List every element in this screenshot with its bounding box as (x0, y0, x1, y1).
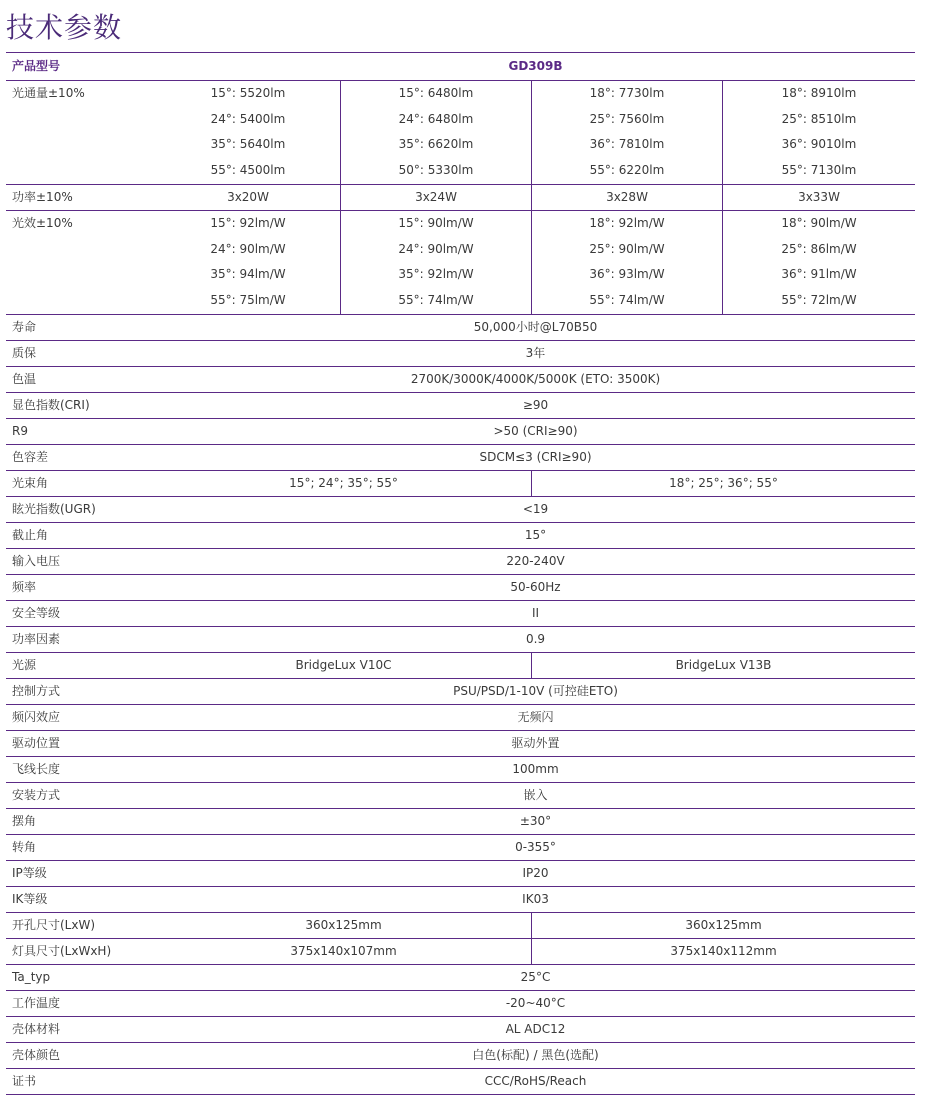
row-label: 安全等级 (12, 606, 61, 620)
row-label: 色容差 (12, 450, 49, 464)
row-value: 2700K/3000K/4000K/5000K (ETO: 3500K) (410, 372, 661, 386)
row-value: -20~40°C (505, 996, 566, 1010)
row-label: 控制方式 (12, 684, 61, 698)
spec-row (6, 341, 915, 367)
efficacy-col-3 (532, 211, 723, 314)
flux-value: 55°: 6220lm (589, 163, 665, 178)
row-value: 100mm (512, 762, 559, 776)
efficacy-value: 25°: 90lm/W (589, 241, 665, 256)
efficacy-value: 55°: 75lm/W (210, 293, 286, 308)
spec-row (6, 887, 915, 913)
flux-value: 25°: 8510lm (781, 111, 857, 126)
row-value: 50,000小时@L70B50 (473, 320, 598, 334)
row-value: 15°; 24°; 35°; 55° (156, 471, 532, 496)
row-label: 频率 (12, 580, 37, 594)
model-name: GD309B (508, 59, 563, 73)
row-label: 输入电压 (12, 554, 61, 568)
flux-value: 24°: 5400lm (210, 111, 286, 126)
spec-row (6, 861, 915, 887)
power-value: 3x20W (156, 185, 341, 210)
flux-value: 18°: 8910lm (781, 86, 857, 100)
flux-col-2 (341, 81, 532, 184)
row-label: 显色指数(CRI) (12, 398, 90, 412)
row-label: 光源 (12, 658, 37, 672)
row-value: 无频闪 (517, 710, 554, 724)
efficacy-value: 35°: 94lm/W (210, 267, 286, 282)
flux-col-1 (156, 81, 341, 184)
spec-row (6, 731, 915, 757)
row-value: 25°C (520, 970, 551, 984)
flux-col-4 (723, 81, 915, 184)
efficacy-value: 15°: 90lm/W (398, 216, 474, 230)
flux-value: 36°: 7810lm (589, 137, 665, 152)
row-label: 安装方式 (12, 788, 61, 802)
spec-row (6, 1043, 915, 1069)
spec-row (6, 393, 915, 419)
row-value: 0.9 (525, 632, 546, 646)
spec-row (6, 471, 915, 497)
spec-row (6, 809, 915, 835)
row-value: 驱动外置 (511, 736, 560, 750)
spec-row (6, 627, 915, 653)
row-label: 功率±10% (12, 190, 73, 204)
spec-row (6, 757, 915, 783)
efficacy-value: 55°: 72lm/W (781, 293, 857, 308)
spec-row (6, 991, 915, 1017)
row-label: 证书 (12, 1074, 37, 1088)
row-label: 光束角 (12, 476, 49, 490)
table-header-row (6, 53, 915, 81)
flux-value: 36°: 9010lm (781, 137, 857, 152)
simple-rows (6, 315, 915, 1095)
row-value: >50 (CRI≥90) (493, 424, 578, 438)
spec-row (6, 367, 915, 393)
row-value: 375x140x107mm (156, 939, 532, 964)
spec-row (6, 705, 915, 731)
efficacy-value: 24°: 90lm/W (398, 241, 474, 256)
spec-row (6, 523, 915, 549)
row-value: PSU/PSD/1-10V (可控硅ETO) (453, 684, 618, 698)
flux-value: 25°: 7560lm (589, 111, 665, 126)
efficacy-value: 55°: 74lm/W (398, 293, 474, 308)
spec-row (6, 549, 915, 575)
page-title: 技术参数 (6, 11, 123, 44)
efficacy-col-2 (341, 211, 532, 314)
spec-row (6, 1069, 915, 1095)
spec-row (6, 783, 915, 809)
row-label: 壳体颜色 (12, 1048, 61, 1062)
spec-row (6, 1017, 915, 1043)
spec-row (6, 315, 915, 341)
row-value: 220-240V (506, 554, 565, 568)
spec-row (6, 679, 915, 705)
row-value: 50-60Hz (510, 580, 561, 594)
spec-row (6, 601, 915, 627)
row-value: ±30° (519, 814, 552, 828)
row-value: ≥90 (522, 398, 549, 412)
row-value: BridgeLux V13B (675, 658, 772, 672)
spec-row (6, 653, 915, 679)
row-label: 飞线长度 (12, 762, 61, 776)
row-value: 3年 (525, 346, 546, 360)
spec-row (6, 575, 915, 601)
flux-value: 50°: 5330lm (398, 163, 474, 178)
row-value: IP20 (522, 866, 549, 880)
row-label: 光通量±10% (12, 86, 85, 100)
efficacy-value: 24°: 90lm/W (210, 241, 286, 256)
row-label: 功率因素 (12, 632, 61, 646)
row-label: 寿命 (12, 320, 37, 334)
efficacy-value: 25°: 86lm/W (781, 241, 857, 256)
row-value: CCC/RoHS/Reach (484, 1074, 587, 1088)
row-label: 截止角 (12, 528, 49, 542)
row-value: 白色(标配) / 黑色(选配) (472, 1048, 599, 1062)
row-value: 0-355° (515, 840, 556, 854)
row-value: IK03 (522, 892, 549, 906)
row-label: 壳体材料 (12, 1022, 61, 1036)
row-label: 色温 (12, 372, 37, 386)
spec-row (6, 939, 915, 965)
spec-table (6, 52, 915, 1095)
row-value: II (531, 606, 540, 620)
flux-col-3 (532, 81, 723, 184)
row-value: AL ADC12 (505, 1022, 566, 1036)
efficacy-col-4 (723, 211, 915, 314)
row-label: 转角 (12, 840, 37, 854)
efficacy-value: 18°: 92lm/W (589, 216, 665, 230)
flux-value: 24°: 6480lm (398, 111, 474, 126)
spec-row (6, 497, 915, 523)
spec-row (6, 445, 915, 471)
row-label: 频闪效应 (12, 710, 61, 724)
efficacy-value: 36°: 91lm/W (781, 267, 857, 282)
row-label: Ta_typ (12, 970, 51, 984)
row-label: R9 (12, 424, 28, 438)
flux-value: 55°: 4500lm (210, 163, 286, 178)
efficacy-value: 35°: 92lm/W (398, 267, 474, 282)
efficacy-value: 18°: 90lm/W (781, 216, 857, 230)
row-value: 360x125mm (685, 918, 762, 932)
power-value: 3x24W (341, 185, 532, 210)
efficacy-value: 15°: 92lm/W (210, 216, 286, 230)
power-value: 3x28W (532, 185, 723, 210)
row-label: 灯具尺寸(LxWxH) (12, 944, 112, 958)
flux-value: 18°: 7730lm (589, 86, 665, 100)
row-label: 开孔尺寸(LxW) (12, 918, 96, 932)
row-label: 驱动位置 (12, 736, 61, 750)
row-value: <19 (522, 502, 549, 516)
spec-row (6, 965, 915, 991)
efficacy-col-1 (156, 211, 341, 314)
flux-value: 15°: 5520lm (210, 86, 286, 100)
row-label: 质保 (12, 346, 37, 360)
row-value: SDCM≤3 (CRI≥90) (479, 450, 592, 464)
row-label: 工作温度 (12, 996, 61, 1010)
row-value: BridgeLux V10C (156, 653, 532, 678)
efficacy-value: 36°: 93lm/W (589, 267, 665, 282)
row-value: 375x140x112mm (670, 944, 777, 958)
flux-value: 35°: 5640lm (210, 137, 286, 152)
row-value: 18°; 25°; 36°; 55° (669, 476, 778, 490)
row-label: IP等级 (12, 866, 47, 880)
header-label: 产品型号 (12, 59, 61, 73)
luminous-flux-row (6, 81, 915, 185)
row-label: IK等级 (12, 892, 48, 906)
spec-row (6, 835, 915, 861)
power-value: 3x33W (798, 190, 840, 204)
flux-value: 35°: 6620lm (398, 137, 474, 152)
row-label: 眩光指数(UGR) (12, 502, 96, 516)
row-value: 360x125mm (156, 913, 532, 938)
efficacy-value: 55°: 74lm/W (589, 293, 665, 308)
flux-value: 55°: 7130lm (781, 163, 857, 178)
flux-value: 15°: 6480lm (398, 86, 474, 100)
spec-row (6, 419, 915, 445)
row-value: 嵌入 (523, 788, 548, 802)
row-label: 摆角 (12, 814, 37, 828)
row-label: 光效±10% (12, 216, 73, 230)
spec-row (6, 913, 915, 939)
efficacy-row (6, 211, 915, 315)
row-value: 15° (524, 528, 547, 542)
power-row (6, 185, 915, 211)
